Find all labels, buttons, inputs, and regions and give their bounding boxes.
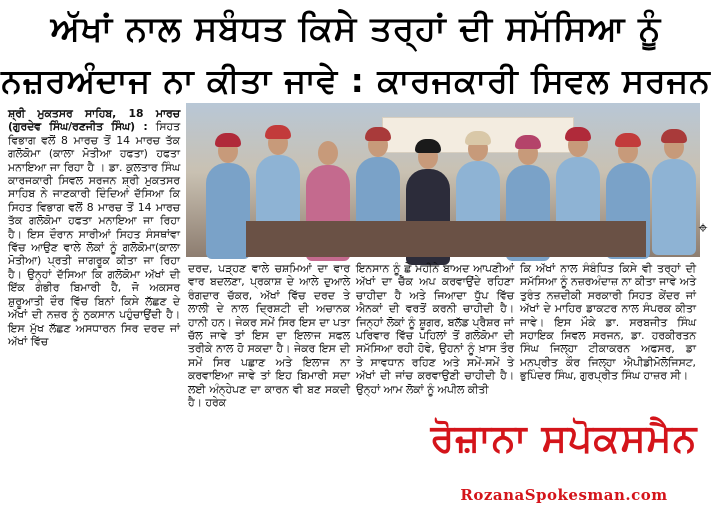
- website-url: RozanaSpokesman.com: [460, 486, 668, 504]
- photo-table: [246, 221, 646, 257]
- article-column-2: [188, 262, 350, 410]
- headline-line-2: ਨਜ਼ਰਅੰਦਾਜ ਨਾ ਕੀਤਾ ਜਾਵੇ : ਕਾਰਜਕਾਰੀ ਸਿਵਲ ਸਰਜਨ: [1, 61, 711, 100]
- headline-line-1: ਅੱਖਾਂ ਨਾਲ ਸਬੰਧਤ ਕਿਸੇ ਤਰ੍ਹਾਂ ਦੀ ਸਮੱਸਿਆ ਨੂੰ: [50, 9, 662, 49]
- article-column-3: [356, 262, 514, 396]
- registration-crosshair-icon: ⌖: [698, 218, 708, 237]
- photo-person: [206, 163, 250, 259]
- dateline: ਸ਼੍ਰੀ ਮੁਕਤਸਰ ਸਾਹਿਬ, 18 ਮਾਰਚ (ਗੁਰਦੇਵ ਸਿੰਘ/ਰਣਜੀਤ ਸਿੰਘ) :: [8, 107, 180, 134]
- column-2-text: ਦਰਦ, ਪੜ੍ਹਣ ਵਾਲੇ ਚਸ਼ਮਿਆਂ ਦਾ ਵਾਰ ਵਾਰ ਬਦਲਣਾ, ਪ੍ਰਕਾਸ਼ ਦੇ ਆਲੇ ਦੁਆਲੇ ਰੰਗਦਾਰ ਚੱਕਰ, ਅੱਖਾਂ ਵਿੱਚ ਦਰਦ ਤੇ ਲਾਲੀ ਦੇ ਨਾਲ ਦ੍ਰਿਸ਼ਟੀ ਦੀ ਅਚਾਨਕ ਹਾਨੀ ਹਨ। ਜੇਕਰ ਸਮੇਂ ਸਿਰ ਇਸ ਦਾ ਪਤਾ ਚੱਲ ਜਾਵੇ ਤਾਂ ਇਸ ਦਾ ਇਲਾਜ ਸਫਲ ਤਰੀਕੇ ਨਾਲ ਹੋ ਸਕਦਾ ਹੈ। ਜੇਕਰ ਇਸ ਦੀ ਸਮੇਂ ਸਿਰ ਪਛਾਣ ਅਤੇ ਇਲਾਜ ਨਾ ਕਰਵਾਇਆ ਜਾਵੇ ਤਾਂ ਇਹ ਬਿਮਾਰੀ ਸਦਾ ਲਈ ਅੰਨ੍ਹੇਪਣ ਦਾ ਕਾਰਨ ਵੀ ਬਣ ਸਕਦੀ ਹੈ। ਹਰੇਕ: [188, 262, 350, 410]
- column-1-text: ਸਿਹਤ ਵਿਭਾਗ ਵਲੋਂ 8 ਮਾਰਚ ਤੋਂ 14 ਮਾਰਚ ਤੱਕ ਗਲੋਕੋਮਾ (ਕਾਲਾ ਮੋਤੀਆ ਹਫਤਾ) ਹਫਤਾ ਮਨਾਇਆ ਜਾ ਰਿਹਾ ਹੈ । ਡਾ. ਕੁਲਤਾਰ ਸਿੰਘ ਕਾਰਜਕਾਰੀ ਸਿਵਲ ਸਰਜਨ ਸ਼੍ਰੀ ਮੁਕਤਸਰ ਸਾਹਿਬ ਨੇ ਜਾਣਕਾਰੀ ਦਿੰਦਿਆਂ ਦੱਸਿਆ ਕਿ ਸਿਹਤ ਵਿਭਾਗ ਵਲੋਂ 8 ਮਾਰਚ ਤੋਂ 14 ਮਾਰਚ ਤੱਕ ਗਲੋਕੋਮਾ ਹਫਤਾ ਮਨਾਇਆ ਜਾ ਰਿਹਾ ਹੈ। ਇਸ ਦੌਰਾਨ ਸਾਰੀਆਂ ਸਿਹਤ ਸੰਸਥਾਂਵਾ ਵਿੱਚ ਆਉਣ ਵਾਲੇ ਲੋਕਾਂ ਨੂੰ ਗਲੋਕੋਮਾ(ਕਾਲਾ ਮੋਤੀਆ) ਪ੍ਰਤੀ ਜਾਗਰੂਕ ਕੀਤਾ ਜਾ ਰਿਹਾ ਹੈ। ਉਨ੍ਹਾਂ ਦੱਸਿਆ ਕਿ ਗਲੋਕੋਮਾ ਅੱਖਾਂ ਦੀ ਇੱਕ ਗੰਭੀਰ ਬਿਮਾਰੀ ਹੈ, ਜੋ ਅਕਸਰ ਸ਼ੁਰੂਆਤੀ ਦੌਰ ਵਿੱਚ ਬਿਨਾਂ ਕਿਸੇ ਲੱਛਣ ਦੇ ਅੱਖਾਂ ਦੀ ਨਜ਼ਰ ਨੂੰ ਨੁਕਸਾਨ ਪਹੁੰਚਾਉਂਦੀ ਹੈ। ਇਸ ਮੁੱਖ ਲੱਛਣ ਅਸਧਾਰਨ ਸਿਰ ਦਰਦ ਜਾਂ ਅੱਖਾਂ ਵਿੱਚ: [8, 120, 180, 348]
- news-photo: [186, 103, 700, 257]
- article-column-1: [8, 107, 180, 505]
- newspaper-masthead: ਰੋਜ਼ਾਨਾ ਸਪੋਕਸਮੈਨ: [430, 416, 698, 460]
- column-4-text: ਕਿ ਅੱਖਾਂ ਨਾਲ ਸੰਬੰਧਿਤ ਕਿਸੇ ਵੀ ਤਰ੍ਹਾਂ ਦੀ ਸਮੱਸਿਆ ਨੂੰ ਨਜ਼ਰਅੰਦਾਜ਼ ਨਾ ਕੀਤਾ ਜਾਵੇ ਅਤੇ ਤੁਰੰਤ ਨਜ਼ਦੀਕੀ ਸਰਕਾਰੀ ਸਿਹਤ ਕੇਂਦਰ ਜਾਂ ਅੱਖਾਂ ਦੇ ਮਾਹਿਰ ਡਾਕਟਰ ਨਾਲ ਸੰਪਰਕ ਕੀਤਾ ਜਾਵੇ। ਇਸ ਮੌਕੇ ਡਾ. ਸਰਬਜੀਤ ਸਿੰਘ ਸਹਾਇਕ ਸਿਵਲ ਸਰਜਨ, ਡਾ. ਹਰਕੀਰਤਨ ਸਿੰਘ ਜਿਲ੍ਹਾ ਟੀਕਾਕਰਨ ਅਫਸਰ, ਡਾ ਮਨਪ੍ਰੀਤ ਕੌਰ ਜਿਲ੍ਹਾ ਐਪੀਡੀਮੋਲੋਜਿਸਟ, ਭੁਪਿੰਦਰ ਸਿੰਘ, ਗੁਰਪ੍ਰੀਤ ਸਿੰਘ ਹਾਜ਼ਰ ਸੀ।: [520, 262, 696, 383]
- article-column-4: [520, 262, 696, 388]
- column-3-text: ਇਨਸਾਨ ਨੂੰ ਛੇ ਮਹੀਨੇ ਬਾਅਦ ਆਪਣੀਆਂ ਅੱਖਾਂ ਦਾ ਚੈੱਕ ਅਪ ਕਰਵਾਉਂਦੇ ਰਹਿਣਾ ਚਾਹੀਦਾ ਹੈ ਅਤੇ ਜਿਆਦਾ ਧੁੱਪ ਵਿੱਚ ਐਨਕਾਂ ਦੀ ਵਰਤੋਂ ਕਰਨੀ ਚਾਹੀਦੀ ਹੈ। ਜਿਨ੍ਹਾਂ ਲੋਕਾਂ ਨੂੰ ਸ਼ੂਗਰ, ਬਲੱਡ ਪ੍ਰੈਸ਼ਰ ਜਾਂ ਪਰਿਵਾਰ ਵਿੱਚ ਪਹਿਲਾਂ ਤੋਂ ਗਲੋਕੋਮਾ ਦੀ ਸਮੱਸਿਆ ਰਹੀ ਹੋਵੇ, ਉਹਨਾਂ ਨੂੰ ਖ਼ਾਸ ਤੌਰ ਤੇ ਸਾਵਧਾਨ ਰਹਿਣ ਅਤੇ ਸਮੇਂ-ਸਮੇਂ ਤੇ ਅੱਖਾਂ ਦੀ ਜਾਂਚ ਕਰਵਾਉਣੀ ਚਾਹੀਦੀ ਹੈ। ਉਨ੍ਹਾਂ ਆਮ ਲੋਕਾਂ ਨੂੰ ਅਪੀਲ ਕੀਤੀ: [356, 262, 514, 396]
- photo-person: [652, 159, 696, 255]
